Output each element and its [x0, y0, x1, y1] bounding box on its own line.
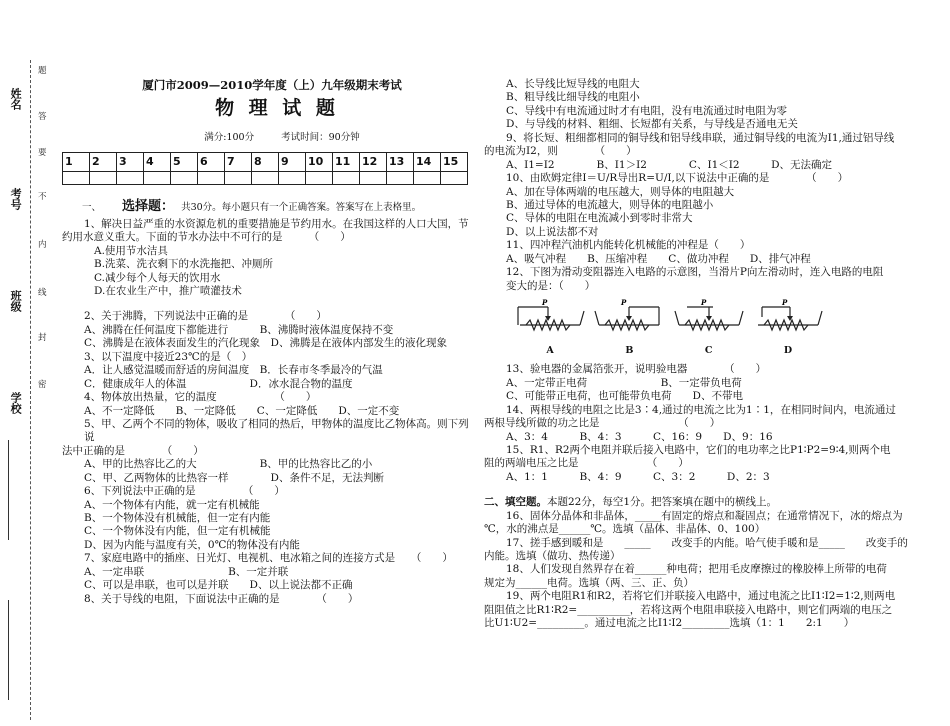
answer-cell[interactable]: [117, 172, 144, 185]
q2-stem: 2、关于沸腾，下列说法中正确的是 （ ）: [84, 310, 327, 323]
grid-number: 14: [414, 153, 441, 172]
rheostat-label-c: C: [704, 345, 713, 357]
grid-number: 15: [441, 153, 468, 172]
q10-stem: 10、由欧姆定律I＝U/R导出R=U/I,以下说法中正确的是 （ ）: [506, 172, 849, 185]
q14-stem: 两根导线所做的功之比是 （ ）: [484, 417, 721, 430]
q5-stem: 法中正确的是 （ ）: [62, 444, 204, 457]
q16-stem: ℃，水的沸点是______℃。选填（晶体、非晶体、0、100）: [484, 523, 766, 536]
answer-cell[interactable]: [198, 172, 225, 185]
q19-stem: 比U1∶U2=_________。通过电流之比I1∶I2_________选填（1：1 2:1 ）: [484, 617, 855, 630]
grid-number: 11: [333, 153, 360, 172]
section1-note: 共30分。每小题只有一个正确答案。答案写在上表格里。: [181, 202, 422, 214]
seal-char: 封: [38, 333, 47, 343]
answer-cell[interactable]: [306, 172, 333, 185]
q3-option: C．健康成年人的体温 D．冰水混合物的温度: [84, 377, 353, 390]
grid-number: 2: [90, 153, 117, 172]
q5-option: C、甲、乙两物体的比热容一样 D、条件不足，无法判断: [84, 471, 384, 484]
grid-number: 3: [117, 153, 144, 172]
grid-number: 10: [306, 153, 333, 172]
answer-grid-blanks: [63, 172, 468, 185]
q17-stem: 17、搓手感到暖和是 _____ 改变手的内能。哈气使手暖和是_____ 改变手的: [506, 536, 908, 549]
grid-number: 8: [252, 153, 279, 172]
exam-title: 厦门市2009—2010学年度（上）九年级期末考试: [142, 78, 402, 92]
svg-text:P: P: [781, 299, 788, 307]
rheostat-c-drawing: [673, 299, 745, 341]
q13-option: C、可能带正电荷，也可能带负电荷 D、不带电: [506, 390, 743, 403]
rheostat-b-drawing: [593, 299, 665, 341]
q1-line: 约用水意义重大。下面的节水办法中不可行的是 （ ）: [62, 231, 351, 244]
section2-title: 二、填空题。: [484, 496, 547, 509]
q14-option: A、3：4 B、4：3 C、16：9 D、9：16: [506, 430, 773, 443]
binding-margin: [0, 0, 68, 726]
school-blank-line[interactable]: [8, 440, 10, 540]
q3-option: A．让人感觉温暖而舒适的房间温度 B．长春市冬季最冷的气温: [84, 364, 383, 377]
q15-stem: 阻的两端电压之比是 （ ）: [484, 457, 689, 470]
exam-time: 考试时间：90分钟: [281, 132, 360, 144]
answer-cell[interactable]: [225, 172, 252, 185]
right-column: [484, 78, 942, 631]
q8-stem: 8、关于导线的电阻，下面说法中正确的是 （ ）: [84, 592, 359, 605]
left-column: [62, 78, 472, 606]
grid-number: 9: [279, 153, 306, 172]
grid-number: 13: [387, 153, 414, 172]
grid-number: 7: [225, 153, 252, 172]
q10-option: D、以上说法都不对: [506, 225, 599, 238]
q8-option: D、与导线的材料、粗细、长短都有关系，与导线是否通电无关: [506, 118, 798, 131]
q6-option: B、一个物体没有机械能，但一定有内能: [84, 512, 271, 524]
grid-number: 4: [144, 153, 171, 172]
rheostat-d-drawing: [752, 299, 824, 341]
q15-stem: 15、R1、R2两个电阻并联后接入电路中，它们的电功率之比P1∶P2=9∶4,则两个电: [506, 443, 891, 456]
q18-stem: 18、人们发现自然界存在着______种电荷；把用毛皮摩擦过的橡胶棒上所带的电荷: [506, 563, 887, 576]
q17-stem: 内能。选填（做功、热传递）: [484, 550, 621, 562]
section1-heading: [82, 199, 472, 216]
q10-option: A、加在导体两端的电压越大，则导体的电阻越大: [506, 185, 735, 198]
rheostat-label-d: D: [783, 345, 793, 357]
grid-number: 1: [63, 153, 90, 172]
q1-option: C.减少每个人每天的饮用水: [94, 271, 221, 284]
q3-stem: 3、以下温度中接近23℃的是（ ）: [84, 350, 253, 363]
q7-option: C、可以是串联，也可以是并联 D、以上说法都不正确: [84, 579, 353, 592]
section1-title: 选择题：: [122, 199, 175, 215]
class-label: 班级: [9, 290, 23, 312]
q12-stem: 变大的是：（ ）: [506, 279, 596, 292]
q12-stem: 12、下图为滑动变阻器连入电路的示意图，当滑片P向左滑动时，连入电路的电阻: [506, 266, 884, 279]
q9-stem: 9、将长短、粗细都相同的铜导线和铝导线串联，通过铜导线的电流为I1,通过铝导线: [506, 131, 895, 144]
q6-option: C、一个物体没有内能，但一定有机械能: [84, 525, 271, 538]
section1-number: 一、: [82, 202, 102, 214]
subject-title: 物 理 试 题: [215, 96, 339, 119]
school-label: 学校: [9, 392, 23, 414]
grid-number: 12: [360, 153, 387, 172]
rheostat-a-drawing: [514, 299, 586, 341]
svg-text:P: P: [542, 299, 548, 307]
q18-stem: 规定为______电荷。选填（两、三、正、负）: [484, 576, 694, 589]
q16-stem: 16、固体分晶体和非晶体，_____有固定的熔点和凝固点；在通常情况下，冰的熔点为: [506, 509, 903, 522]
answer-cell[interactable]: [414, 172, 441, 185]
answer-grid: [62, 152, 468, 185]
name-label: 姓名: [9, 88, 23, 110]
q2-option: C、沸腾是在液体表面发生的汽化现象 D、沸腾是在液体内部发生的液化现象: [84, 337, 447, 350]
rheostat-d: [752, 299, 824, 357]
q9-stem: 的电流为I2，则 （ ）: [484, 145, 637, 158]
q4-option: A、不一定降低 B、一定降低 C、一定降低 D、一定不变: [84, 404, 400, 417]
answer-cell[interactable]: [252, 172, 279, 185]
rheostat-b: [593, 299, 665, 357]
q19-stem: 阻阻值之比R1∶R2=__________，若将这两个电阻串联接入电路中，则它们两端的电压之: [484, 603, 893, 616]
seal-char: 不: [38, 192, 47, 202]
seal-char: 要: [38, 148, 47, 158]
seal-char: 答: [38, 112, 47, 122]
q8-option: B、粗导线比细导线的电阻小: [506, 91, 640, 104]
q13-option: A、一定带正电荷 B、一定带负电荷: [506, 376, 742, 389]
rheostat-c: [673, 299, 745, 357]
answer-cell[interactable]: [441, 172, 468, 185]
seal-char: 内: [38, 240, 47, 250]
answer-cell[interactable]: [279, 172, 306, 185]
rheostat-a: [514, 299, 586, 357]
seal-char: 线: [38, 288, 47, 298]
q7-option: A、一定串联 B、一定并联: [84, 565, 289, 578]
seal-char: 密: [38, 380, 47, 390]
q10-option: C、导体的电阻在电流减小到零时非常大: [506, 212, 693, 225]
q7-stem: 7、家庭电路中的插座、日光灯、电视机、电冰箱之间的连接方式是 （ ）: [84, 552, 453, 565]
q6-option: A、一个物体有内能，就一定有机械能: [84, 498, 260, 511]
section2-heading: [484, 496, 942, 509]
q11-option: A、吸气冲程 B、压缩冲程 C、做功冲程 D、排气冲程: [506, 252, 811, 265]
answer-cell[interactable]: [387, 172, 414, 185]
answer-cell[interactable]: [63, 172, 90, 185]
exam-meta: [92, 132, 472, 144]
seal-char: 题: [38, 66, 47, 76]
answer-cell[interactable]: [144, 172, 171, 185]
q5-option: A、甲的比热容比乙的大 B、甲的比热容比乙的小: [84, 458, 373, 471]
answer-cell[interactable]: [333, 172, 360, 185]
q9-option: A、I1=I2 B、I1＞I2 C、I1＜I2 D、无法确定: [506, 158, 833, 171]
answer-grid-numbers: [63, 153, 468, 172]
grid-number: 5: [171, 153, 198, 172]
q6-option: D、因为内能与温度有关，0℃的物体没有内能: [84, 538, 300, 551]
q5-stem: 5、甲、乙两个不同的物体，吸收了相同的热后，甲物体的温度比乙物体高。则下列说: [84, 417, 469, 444]
q2-option: A、沸腾在任何温度下都能进行 B、沸腾时液体温度保持不变: [84, 323, 394, 336]
answer-cell[interactable]: [90, 172, 117, 185]
q15-option: A、1：1 B、4：9 C、3：2 D、2：3: [506, 470, 770, 483]
q10-option: B、通过导体的电流越大，则导体的电阻越小: [506, 198, 714, 211]
q13-stem: 13、验电器的金属箔张开，说明验电器 （ ）: [506, 363, 767, 376]
full-score: 满分:100分: [204, 132, 255, 144]
school-blank-line-2[interactable]: [8, 600, 10, 700]
grid-number: 6: [198, 153, 225, 172]
rheostat-label-a: A: [546, 345, 554, 357]
exam-number-label: 考号: [9, 188, 23, 210]
q6-stem: 6、下列说法中正确的是 （ ）: [84, 485, 285, 498]
q1-line: 1、解决日益严重的水资源危机的重要措施是节约用水。在我国这样的人口大国，节: [84, 217, 469, 230]
answer-cell[interactable]: [360, 172, 387, 185]
section2-note: 本题22分，每空1分。把答案填在题中的横线上。: [547, 496, 778, 509]
q14-stem: 14、两根导线的电阻之比是3∶4,通过的电流之比为1∶1，在相同时间内，电流通过: [506, 403, 896, 416]
svg-text:P: P: [621, 299, 627, 307]
q11-stem: 11、四冲程汽油机内能转化机械能的冲程是（ ）: [506, 239, 751, 252]
q8-option: C、导线中有电流通过时才有电阻，没有电流通过时电阻为零: [506, 104, 788, 117]
q1-option: A.使用节水洁具: [94, 244, 168, 257]
cut-line: [30, 60, 31, 720]
q1-option: B.洗菜、洗衣剩下的水洗拖把、冲厕所: [94, 258, 274, 271]
q8-option: A、长导线比短导线的电阻大: [506, 78, 640, 90]
svg-text:P: P: [700, 299, 706, 307]
q19-stem: 19、两个电阻R1和R2，若将它们并联接入电路中，通过电流之比I1∶I2=1∶2,则两电: [506, 590, 896, 603]
rheostat-label-b: B: [625, 345, 634, 357]
q1-option: D.在农业生产中，推广喷灌技术: [94, 285, 242, 297]
rheostat-diagrams: [514, 299, 824, 357]
q4-stem: 4、物体放出热量，它的温度 （ ）: [84, 391, 317, 404]
answer-cell[interactable]: [171, 172, 198, 185]
